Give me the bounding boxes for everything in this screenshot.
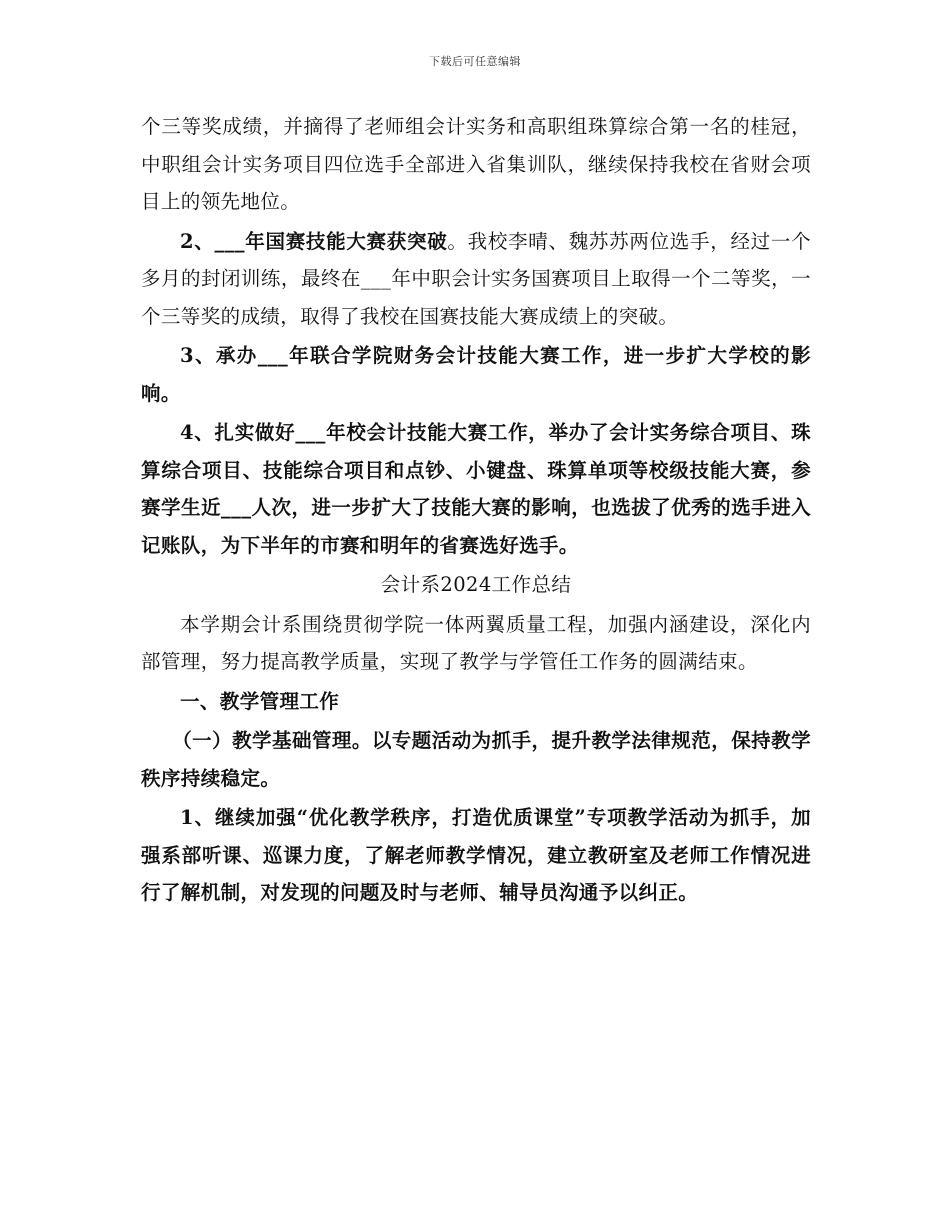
- paragraph-school-contest: 4、扎实做好___年校会计技能大赛工作，举办了会计实务综合项目、珠算综合项目、技能综合项目和点钞、小键盘、珠算单项等校级技能大赛，参赛学生近___人次，进一步扩大了技能大赛的影响，也选拔了优秀的选手进入记账队，为下半年的市赛和明年的省赛选好选手。: [141, 421, 811, 557]
- heading-teaching-management: 一、教学管理工作: [180, 689, 340, 713]
- paragraph-national-contest: [141, 223, 811, 336]
- document-body: [141, 108, 811, 914]
- paragraph-host-contest: 3、承办___年联合学院财务会计技能大赛工作，进一步扩大学校的影响。: [141, 344, 811, 405]
- paragraph-awards-continued: 个三等奖成绩，并摘得了老师组会计实务和高职组珠算综合第一名的桂冠，中职组会计实务项目四位选手全部进入省集训队，继续保持我校在省财会项目上的领先地位。: [141, 115, 811, 213]
- paragraph-teaching-order: 1、继续加强“优化教学秩序，打造优质课堂”专项教学活动为抓手，加强系部听课、巡课力度，了解老师教学情况，建立教研室及老师工作情况进行了解机制，对发现的问题及时与老师、辅导员沟通予以纠正。: [141, 806, 811, 904]
- page-header: 下载后可任意编辑: [429, 55, 521, 68]
- paragraph-intro: 本学期会计系围绕贯彻学院一体两翼质量工程，加强内涵建设，深化内部管理，努力提高教学质量，实现了教学与学管任工作务的圆满结束。: [141, 612, 811, 673]
- section-title: 会计系2024工作总结: [380, 573, 572, 596]
- heading-teaching-basics: （一）教学基础管理。以专题活动为抓手，提升教学法律规范，保持教学秩序持续稳定。: [141, 729, 811, 790]
- paragraph-national-contest-heading: 2、___年国赛技能大赛获突破: [180, 229, 448, 253]
- paragraph-national-contest-text: 。我校李晴、魏苏苏两位选手，经过一个多月的封闭训练，最终在___年中职会计实务国赛项目上取得一个二等奖，一个三等奖的成绩，取得了我校在国赛技能大赛成绩上的突破。: [141, 229, 811, 328]
